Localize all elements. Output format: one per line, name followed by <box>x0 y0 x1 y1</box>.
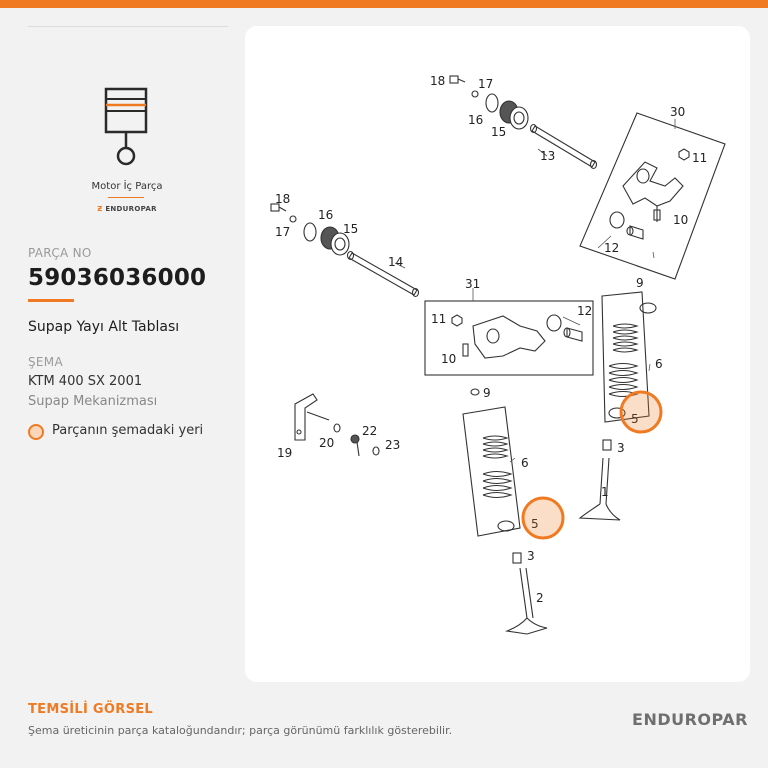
callout-30: 30 <box>670 105 686 119</box>
screw-18-top <box>450 76 465 83</box>
location-legend-text: Parçanın şemadaki yeri <box>52 423 204 438</box>
spring-6-right <box>609 324 637 397</box>
callout-12-box: 12 <box>577 304 593 318</box>
callout-20: 20 <box>319 436 335 450</box>
diagram-card <box>245 26 750 682</box>
o-ring-16-top <box>486 94 498 112</box>
highlight-part-5-left <box>523 498 563 538</box>
callout-16-left: 16 <box>318 208 334 222</box>
callout-16-top: 16 <box>468 113 484 127</box>
callout-11-box: 11 <box>431 312 447 326</box>
valve-1 <box>580 458 620 520</box>
callout-9-left: 9 <box>483 386 491 400</box>
o-ring-16-left <box>304 223 316 241</box>
callout-15-top: 15 <box>491 125 507 139</box>
category-label: Motor İç Parça <box>91 181 163 192</box>
sidebar-divider <box>28 26 228 27</box>
model-name: KTM 400 SX 2001 <box>28 374 143 389</box>
callout-10-box: 10 <box>441 352 457 366</box>
callout-23: 23 <box>385 438 401 452</box>
callout-15-left: 15 <box>343 222 359 236</box>
callout-17-top: 17 <box>478 77 494 91</box>
part-name: Supap Yayı Alt Tablası <box>28 319 180 335</box>
callout-14: 14 <box>388 255 404 269</box>
schema-group: Supap Mekanizması <box>28 394 158 409</box>
spring-seat-5-left <box>498 521 514 531</box>
valve-seal-3-left <box>513 553 521 563</box>
callout-11-top: 11 <box>692 151 708 165</box>
callout-31: 31 <box>465 277 481 291</box>
valve-seal-3-right <box>603 440 611 450</box>
washer-17-top <box>472 91 478 97</box>
top-accent-bar <box>0 0 768 8</box>
callout-6-right: 6 <box>655 357 663 371</box>
callout-3-right: 3 <box>617 441 625 455</box>
category-underline <box>108 197 144 198</box>
rocker-arm-31 <box>463 315 582 358</box>
rocker-shaft-14 <box>348 252 419 297</box>
part-number-underline <box>28 299 74 302</box>
piston-icon <box>98 86 156 170</box>
bracket-19 <box>295 394 329 440</box>
callout-19: 19 <box>277 446 293 460</box>
washer-20 <box>334 424 340 432</box>
brand-logo <box>60 205 194 213</box>
washer-17-left <box>290 216 296 222</box>
part-number: 59036036000 <box>28 265 207 291</box>
retainer-9-left <box>471 389 479 395</box>
rocker-arm-30 <box>610 162 683 239</box>
exploded-parts-diagram <box>245 26 750 682</box>
callout-12-top: 12 <box>604 241 620 255</box>
schema-label: ŞEMA <box>28 355 63 369</box>
callout-1: 1 <box>601 485 609 499</box>
callout-13: 13 <box>540 149 556 163</box>
highlight-part-5-right <box>621 392 661 432</box>
part-no-label: PARÇA NO <box>28 246 92 260</box>
representative-image-note: Şema üreticinin parça kataloğundandır; parça görünümü farklılık gösterebilir. <box>28 724 453 737</box>
callout-18-left: 18 <box>275 192 291 206</box>
callout-2: 2 <box>536 591 544 605</box>
callout-labels <box>275 74 707 605</box>
callout-6-left: 6 <box>521 456 529 470</box>
representative-image-title: TEMSİLİ GÖRSEL <box>28 702 153 717</box>
rocker-assembly-box-30 <box>580 113 725 279</box>
callout-3-left: 3 <box>527 549 535 563</box>
footer-brand: ENDUROPAR <box>632 710 748 729</box>
nut-11-box <box>452 315 462 326</box>
callout-18-top: 18 <box>430 74 446 88</box>
callout-5-left: 5 <box>531 517 539 531</box>
callout-17-left: 17 <box>275 225 291 239</box>
clip-23 <box>373 447 379 455</box>
location-legend-icon <box>28 424 44 440</box>
callout-10-top: 10 <box>673 213 689 227</box>
brand-logo-mark: Ƶ <box>97 205 106 213</box>
nut-11-top <box>679 149 689 160</box>
callout-22: 22 <box>362 424 378 438</box>
callout-9-right: 9 <box>636 276 644 290</box>
callout-5-right: 5 <box>631 412 639 426</box>
spring-6-left <box>483 436 511 498</box>
brand-logo-text: ENDUROPAR <box>105 205 157 213</box>
spring-22 <box>351 435 359 456</box>
